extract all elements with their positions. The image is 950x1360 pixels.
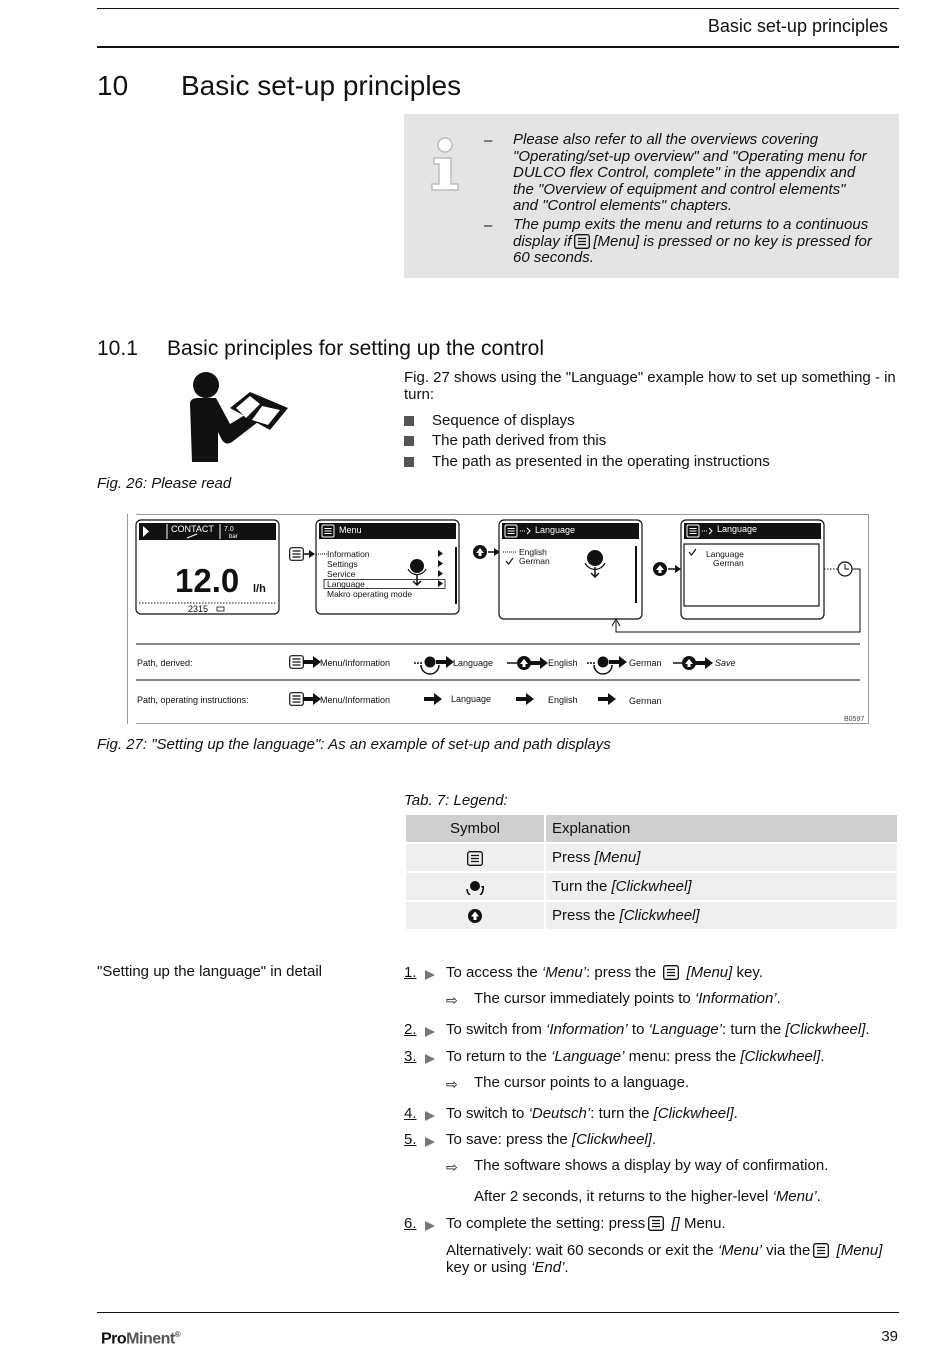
- menu-key-icon: [467, 851, 483, 866]
- flow-rate-unit: l/h: [253, 583, 266, 595]
- arrow-icon: [695, 657, 713, 669]
- person-reading-icon: [186, 370, 292, 465]
- confirm-line-2: German: [713, 558, 744, 568]
- info-dash: –: [484, 132, 493, 149]
- step-text: To complete the setting: press [] Menu.: [446, 1215, 726, 1232]
- legend-symbol-cell: [406, 844, 544, 871]
- path-step: English: [548, 658, 578, 668]
- running-head: Basic set-up principles: [707, 16, 888, 36]
- display-screen-1: [136, 520, 279, 614]
- section-title: Basic set-up principles: [181, 70, 462, 101]
- step-number: 2.: [404, 1021, 417, 1038]
- legend-explanation-cell: Press [Menu]: [546, 844, 897, 871]
- table-row: [406, 844, 897, 871]
- path-step: Language: [451, 694, 492, 704]
- subsection-title: Basic principles for setting up the control: [167, 337, 545, 360]
- step-arrow-icon: [424, 1053, 436, 1065]
- clickwheel-press-icon: [517, 656, 531, 670]
- step-text: To switch from ‘Information’ to ‘Language’: turn the [Clickwheel].: [446, 1021, 870, 1038]
- menu-key-icon: [648, 1216, 664, 1231]
- legend-header-row: [406, 815, 897, 842]
- clickwheel-press-icon: [473, 545, 487, 559]
- result-text: The cursor immediately points to ‘Information’.: [474, 990, 781, 1007]
- flow-rate-value: 12.0: [175, 562, 240, 599]
- step-number: 6.: [404, 1215, 417, 1232]
- step-number: 3.: [404, 1048, 417, 1065]
- menu-item: Settings: [327, 559, 358, 569]
- pressure-unit: bar: [229, 534, 238, 540]
- menu-key-icon: [290, 548, 304, 561]
- language-option: German: [519, 556, 550, 566]
- section-number: 10: [97, 70, 129, 101]
- fig27-diagram: [127, 514, 869, 724]
- menu-key-icon: [290, 656, 304, 669]
- step-arrow-icon: [424, 1110, 436, 1122]
- step-text: To return to the ‘Language’ menu: press the [Clickwheel].: [446, 1048, 825, 1065]
- detail-heading: "Setting up the language" in detail: [97, 963, 322, 980]
- path-instructions-label: Path, operating instructions:: [137, 695, 249, 705]
- legend-header-explanation: Explanation: [546, 815, 897, 842]
- display-screen-language-confirm: [681, 520, 824, 619]
- arrow-icon: [598, 693, 616, 705]
- header-rule: [97, 46, 899, 48]
- path-step: Menu/Information: [320, 658, 391, 668]
- step-arrow-icon: [424, 1136, 436, 1148]
- bullet-marker: [404, 436, 414, 446]
- step-number: 1.: [404, 964, 417, 981]
- arrow-icon: [530, 657, 548, 669]
- intro-text: Fig. 27 shows using the "Language" example how to set up something - in turn:: [404, 369, 896, 403]
- result-arrow-icon: ⇨: [446, 1076, 458, 1092]
- table-row: [406, 873, 897, 900]
- step-arrow-icon: [424, 1026, 436, 1038]
- menu-screen-title: Menu: [339, 525, 362, 535]
- step-number: 5.: [404, 1131, 417, 1148]
- clickwheel-press-icon: [653, 562, 667, 576]
- step-alternative-text: Alternatively: wait 60 seconds or exit the ‘Menu’ via the [Menu] key or using ‘End’.: [446, 1242, 883, 1276]
- brand-logo: ProMinent®: [101, 1330, 181, 1348]
- menu-key-icon: [290, 693, 304, 706]
- arrow-icon: [303, 693, 321, 705]
- result-text: The software shows a display by way of confirmation.: [474, 1157, 829, 1174]
- legend-symbol-cell: [406, 902, 544, 929]
- language-screen-title: Language: [535, 525, 576, 535]
- contact-label: CONTACT: [171, 524, 214, 534]
- path-step: German: [629, 696, 662, 706]
- table-row: [406, 902, 897, 929]
- path-step: Language: [453, 658, 494, 668]
- step-arrow-icon: [424, 1220, 436, 1232]
- figure-code: B0597: [844, 716, 865, 723]
- menu-key-icon: [574, 234, 590, 249]
- timer-icon: [838, 562, 852, 576]
- clickwheel-turn-icon: [421, 657, 439, 675]
- confirm-screen-title: Language: [717, 524, 758, 534]
- result-arrow-icon: ⇨: [446, 1159, 458, 1175]
- legend-header-symbol: Symbol: [406, 815, 544, 842]
- step-arrow-icon: [424, 969, 436, 981]
- path-step: Menu/Information: [320, 695, 391, 705]
- display-screen-language-select: [499, 520, 642, 619]
- legend-caption: Tab. 7: Legend:: [404, 792, 508, 809]
- info-text-2: The pump exits the menu and returns to a continuous display if [Menu] is pressed or no key is pressed for 60 seconds.: [513, 216, 872, 266]
- info-box: [404, 114, 899, 278]
- clickwheel-press-icon: [467, 908, 483, 924]
- legend-table: [404, 813, 899, 931]
- bullet-item: Sequence of displays: [432, 412, 575, 429]
- page-number: 39: [881, 1328, 898, 1345]
- legend-explanation-cell: Turn the [Clickwheel]: [546, 873, 897, 900]
- clickwheel-turn-icon: [594, 657, 612, 675]
- path-step-save: Save: [715, 658, 736, 668]
- display-screen-menu: [316, 520, 459, 614]
- arrow-icon: [424, 693, 442, 705]
- info-icon: [428, 136, 462, 192]
- pressure-value: 7.0: [224, 526, 234, 533]
- confirm-line-1: Language: [706, 549, 744, 559]
- info-dash: –: [484, 217, 493, 234]
- menu-item: Service: [327, 569, 356, 579]
- menu-item: Makro operating mode: [327, 589, 413, 599]
- step-text: To switch to ‘Deutsch’: turn the [Clickwheel].: [446, 1105, 738, 1122]
- menu-item: Information: [327, 549, 370, 559]
- legend-symbol-cell: [406, 873, 544, 900]
- path-derived-label: Path, derived:: [137, 658, 193, 668]
- fig27-caption: Fig. 27: "Setting up the language": As an example of set-up and path displays: [97, 736, 611, 753]
- language-option: English: [519, 547, 547, 557]
- path-step: English: [548, 695, 578, 705]
- step-number: 4.: [404, 1105, 417, 1122]
- result-followup-text: After 2 seconds, it returns to the higher-level ‘Menu’.: [474, 1188, 821, 1205]
- footer-rule: [97, 1312, 899, 1313]
- step-text: To save: press the [Clickwheel].: [446, 1131, 657, 1148]
- menu-item-selected: Language: [327, 579, 365, 589]
- result-text: The cursor points to a language.: [474, 1074, 690, 1091]
- bullet-marker: [404, 416, 414, 426]
- arrow-icon: [516, 693, 534, 705]
- arrow-icon: [303, 656, 321, 668]
- info-text-1: Please also refer to all the overviews covering "Operating/set-up overview" and "Operating menu for DULCO flex Control, complete" in the appendix and the "Overview of equipment and control elements" and "Control elements" chapters.: [513, 131, 867, 214]
- menu-key-icon: [663, 965, 679, 980]
- bullet-marker: [404, 457, 414, 467]
- path-step: German: [629, 658, 662, 668]
- menu-key-icon: [813, 1243, 829, 1258]
- stroke-counter: 2315: [188, 604, 209, 614]
- fig26-caption: Fig. 26: Please read: [97, 475, 232, 492]
- legend-explanation-cell: Press the [Clickwheel]: [546, 902, 897, 929]
- step-text: To access the ‘Menu’: press the [Menu] key.: [446, 964, 763, 981]
- clickwheel-turn-icon: [466, 879, 484, 895]
- top-rule: [97, 8, 899, 9]
- bullet-item: The path derived from this: [432, 432, 607, 449]
- subsection-number: 10.1: [97, 337, 138, 360]
- bullet-item: The path as presented in the operating instructions: [432, 453, 770, 470]
- result-arrow-icon: ⇨: [446, 992, 458, 1008]
- clickwheel-press-icon: [682, 656, 696, 670]
